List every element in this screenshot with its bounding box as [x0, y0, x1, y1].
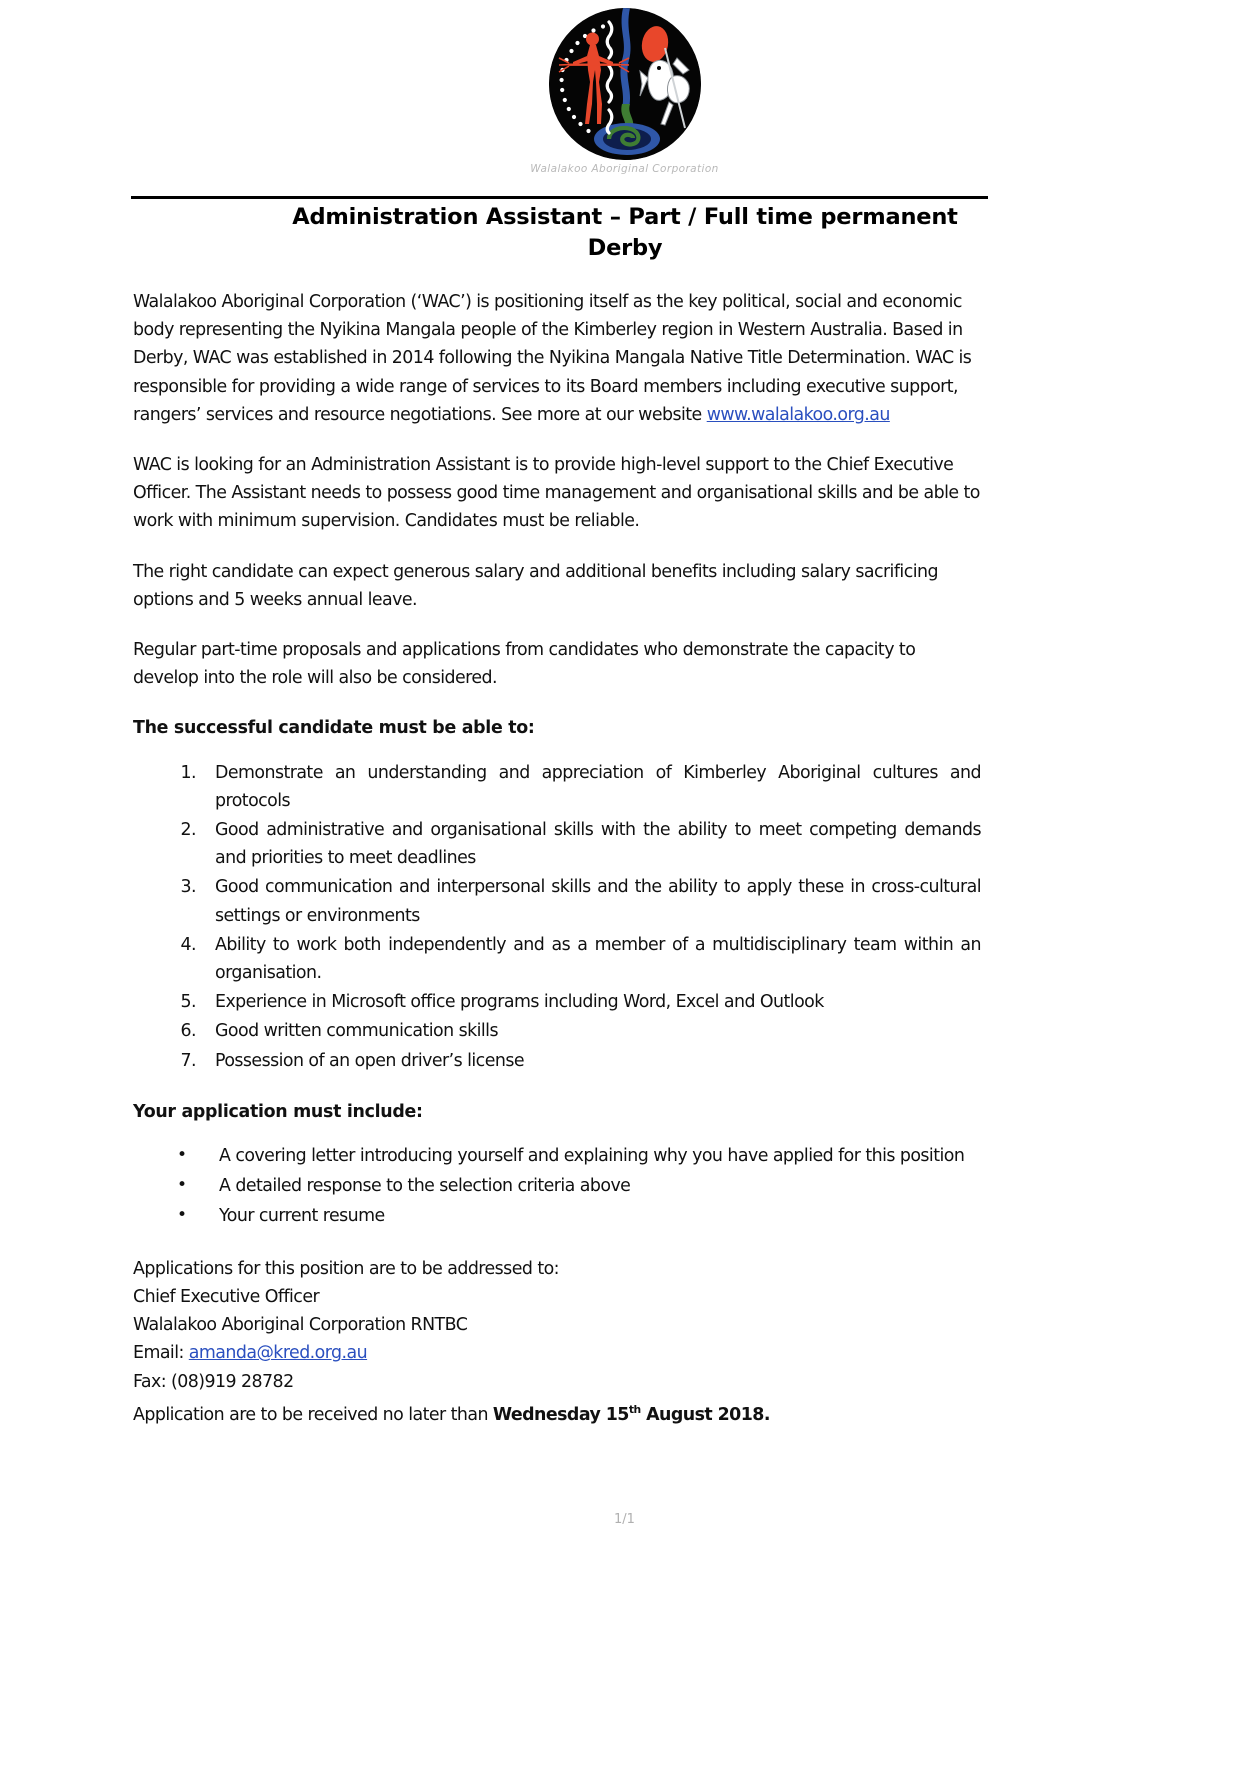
list-item: • A detailed response to the selection criteria above: [205, 1172, 981, 1200]
page-title: [131, 202, 1119, 264]
page-title-line2: Derby: [587, 235, 663, 261]
deadline-date-part1: Wednesday 15: [492, 1404, 629, 1425]
list-item: 6. Good written communication skills: [201, 1017, 981, 1045]
application-heading: Your application must include:: [133, 1101, 423, 1122]
paragraph-benefits: The right candidate can expect generous salary and additional benefits including salary sacrificing options and 5 weeks annual leave.: [133, 561, 938, 610]
contact-block: [133, 1255, 981, 1429]
deadline-date-part2: August 2018.: [640, 1404, 770, 1425]
list-item: 5. Experience in Microsoft office programs including Word, Excel and Outlook: [201, 988, 981, 1016]
deadline-ordinal-suffix: th: [628, 1402, 641, 1416]
deadline-prefix: Application are to be received no later than: [133, 1404, 493, 1425]
list-item: • A covering letter introducing yourself and explaining why you have applied for this position: [205, 1142, 981, 1170]
section-spacer-2: [133, 1233, 981, 1255]
criteria-list: [133, 759, 981, 1075]
email-link[interactable]: amanda@kred.org.au: [188, 1343, 368, 1364]
website-link[interactable]: www.walalakoo.org.au: [706, 404, 890, 425]
paragraph-intro-text: Walalakoo Aboriginal Corporation (‘WAC’) is positioning itself as the key political, social and economic body representing the Nyikina Mangala people of the Kimberley region in Western Australia. Based in Derby, WAC was established in 2014 following the Nyikina Mangala Native Title Determination. WAC is responsible for providing a wide range of services to its Board members including executive support, rangers’ services and resource negotiations. See more at our website: [133, 292, 972, 425]
section-spacer: [133, 1076, 981, 1098]
header-divider: [131, 196, 988, 199]
list-item: 1. Demonstrate an understanding and appreciation of Kimberley Aboriginal cultures and protocols: [201, 759, 981, 815]
paragraph-parttime: Regular part-time proposals and applications from candidates who demonstrate the capacity to develop into the role will also be considered.: [133, 640, 916, 689]
logo-block: [0, 8, 1249, 175]
contact-organisation: Walalakoo Aboriginal Corporation RNTBC: [133, 1315, 468, 1336]
walalakoo-logo-icon: [549, 8, 701, 160]
email-label: Email:: [133, 1343, 189, 1364]
contact-recipient-title: Chief Executive Officer: [133, 1286, 320, 1307]
paragraph-intro: [133, 288, 981, 429]
deadline-date: [492, 1402, 770, 1425]
logo-artwork: [549, 8, 701, 160]
contact-email-line: [133, 1339, 981, 1367]
contact-deadline: [133, 1396, 981, 1429]
contact-fax: Fax: (08)919 28782: [133, 1371, 294, 1392]
criteria-heading: The successful candidate must be able to:: [133, 718, 535, 739]
document-body: [133, 288, 981, 1429]
application-list: [133, 1142, 981, 1231]
page-footer: 1/1: [614, 1512, 635, 1527]
list-item: • Your current resume: [205, 1202, 981, 1230]
list-item: 3. Good communication and interpersonal skills and the ability to apply these in cross-cultural settings or environments: [201, 873, 981, 929]
paragraph-role: WAC is looking for an Administration Assistant is to provide high-level support to the Chief Executive Officer. The Assistant needs to possess good time management and organisational skills and be able to work with minimum supervision. Candidates must be reliable.: [133, 455, 980, 532]
list-item: 2. Good administrative and organisational skills with the ability to meet competing demands and priorities to meet deadlines: [201, 816, 981, 872]
list-item: 7. Possession of an open driver’s license: [201, 1047, 981, 1075]
list-item: 4. Ability to work both independently and as a member of a multidisciplinary team within an organisation.: [201, 931, 981, 987]
logo-caption: Walalakoo Aboriginal Corporation: [530, 163, 719, 175]
page-title-line1: Administration Assistant – Part / Full time permanent: [292, 204, 958, 230]
contact-addressed-to: Applications for this position are to be addressed to:: [133, 1258, 559, 1279]
